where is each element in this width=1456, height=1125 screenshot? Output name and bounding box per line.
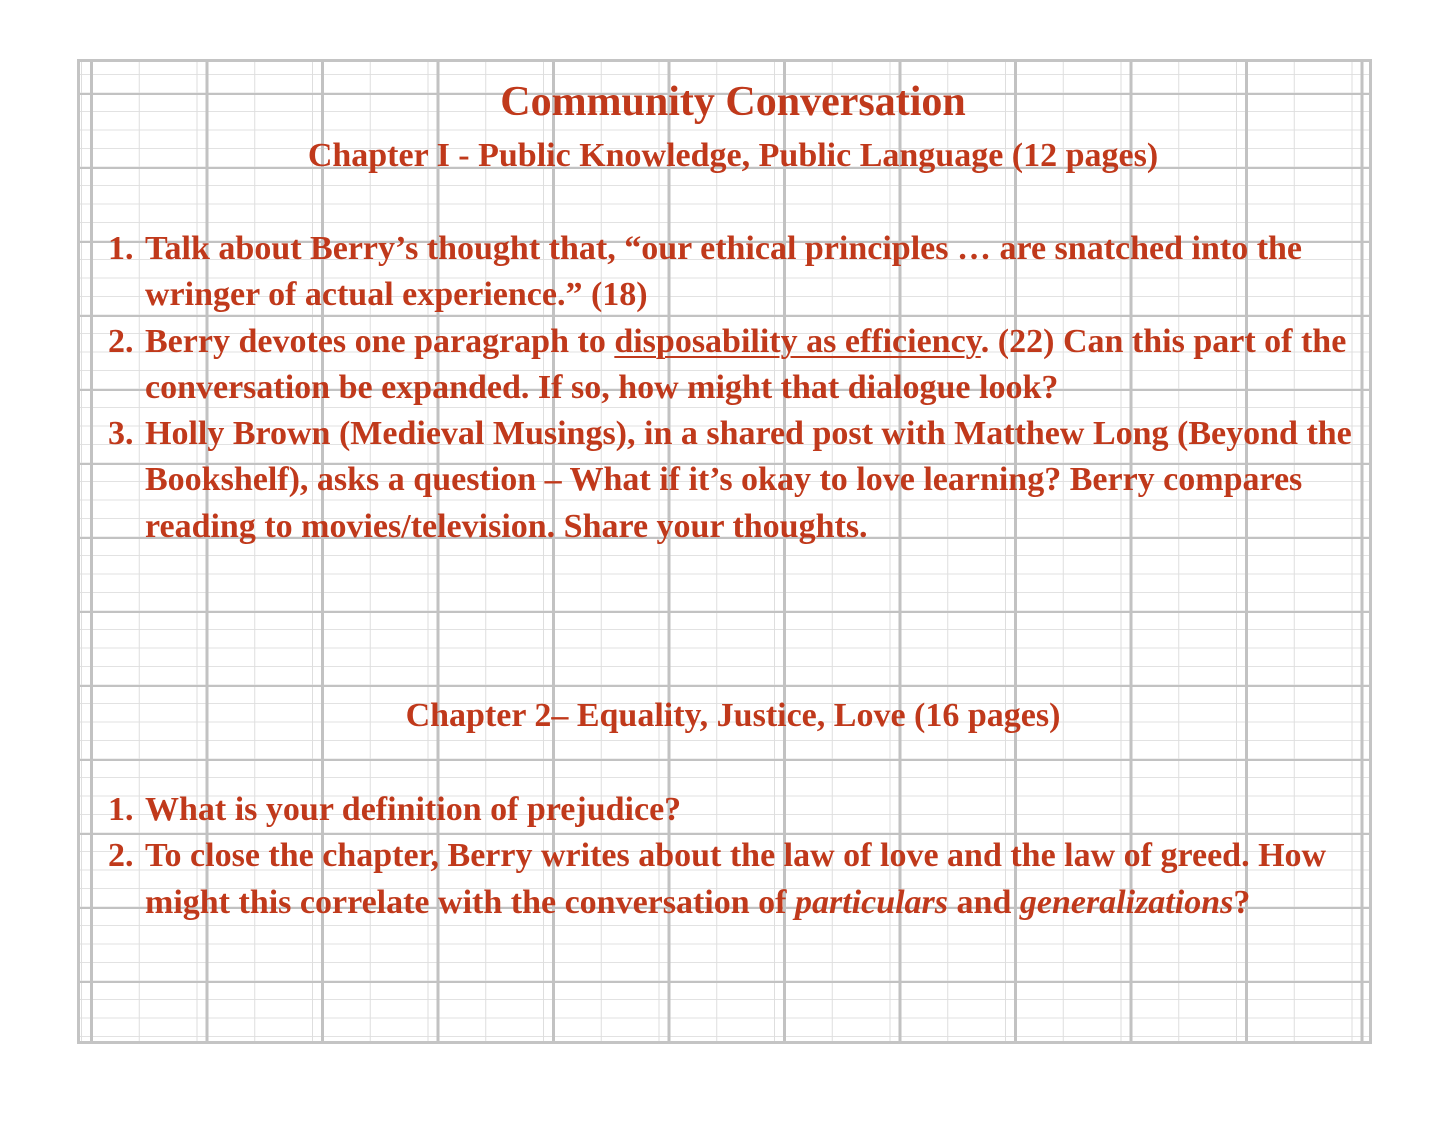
- chapter-1-question-3: [108, 411, 1358, 550]
- chapter-2-question-2: [108, 833, 1358, 926]
- question-number: 2.: [108, 322, 134, 360]
- question-text-start: To close the chapter, Berry writes about the law of love and the law of greed. How might this correlate with the conversation of: [145, 837, 1327, 921]
- question-number: 1.: [108, 230, 134, 267]
- chapter-2-question-list: [108, 787, 1358, 926]
- question-text-start: Berry devotes one paragraph to: [145, 322, 615, 360]
- question-number: 3.: [108, 415, 134, 453]
- question-text: Holly Brown (Medieval Musings), in a shared post with Matthew Long (Beyond the Bookshelf), asks a question – What if it’s okay to love learning? Berry compares reading to movies/television. Share your thoughts.: [145, 415, 1352, 545]
- question-text: What is your definition of prejudice?: [145, 791, 682, 828]
- italic-term-particulars: particulars: [794, 883, 949, 921]
- document-title: Community Conversation: [500, 79, 966, 125]
- question-text-end: . (22) Can this part of the conversation be expanded. If so, how might that dialogue look?: [145, 322, 1347, 406]
- underlined-phrase: disposability as efficiency: [614, 322, 981, 360]
- chapter-2-heading: Chapter 2– Equality, Justice, Love (16 pages): [405, 697, 1061, 734]
- question-number: 1.: [108, 791, 134, 828]
- chapter-1-heading: Chapter I - Public Knowledge, Public Language (12 pages): [307, 137, 1159, 174]
- chapter-1-question-1: [108, 226, 1358, 319]
- chapter-1-question-list: [108, 226, 1358, 550]
- question-text: Talk about Berry’s thought that, “our ethical principles … are snatched into the wringer of actual experience.” (18): [145, 230, 1303, 314]
- chapter-2-question-1: [108, 787, 1358, 833]
- italic-term-generalizations: generalizations: [1019, 883, 1234, 921]
- question-text-middle: and: [948, 883, 1020, 921]
- chapter-1-question-2: [108, 319, 1358, 412]
- question-number: 2.: [108, 837, 134, 875]
- question-text-end: ?: [1233, 883, 1251, 921]
